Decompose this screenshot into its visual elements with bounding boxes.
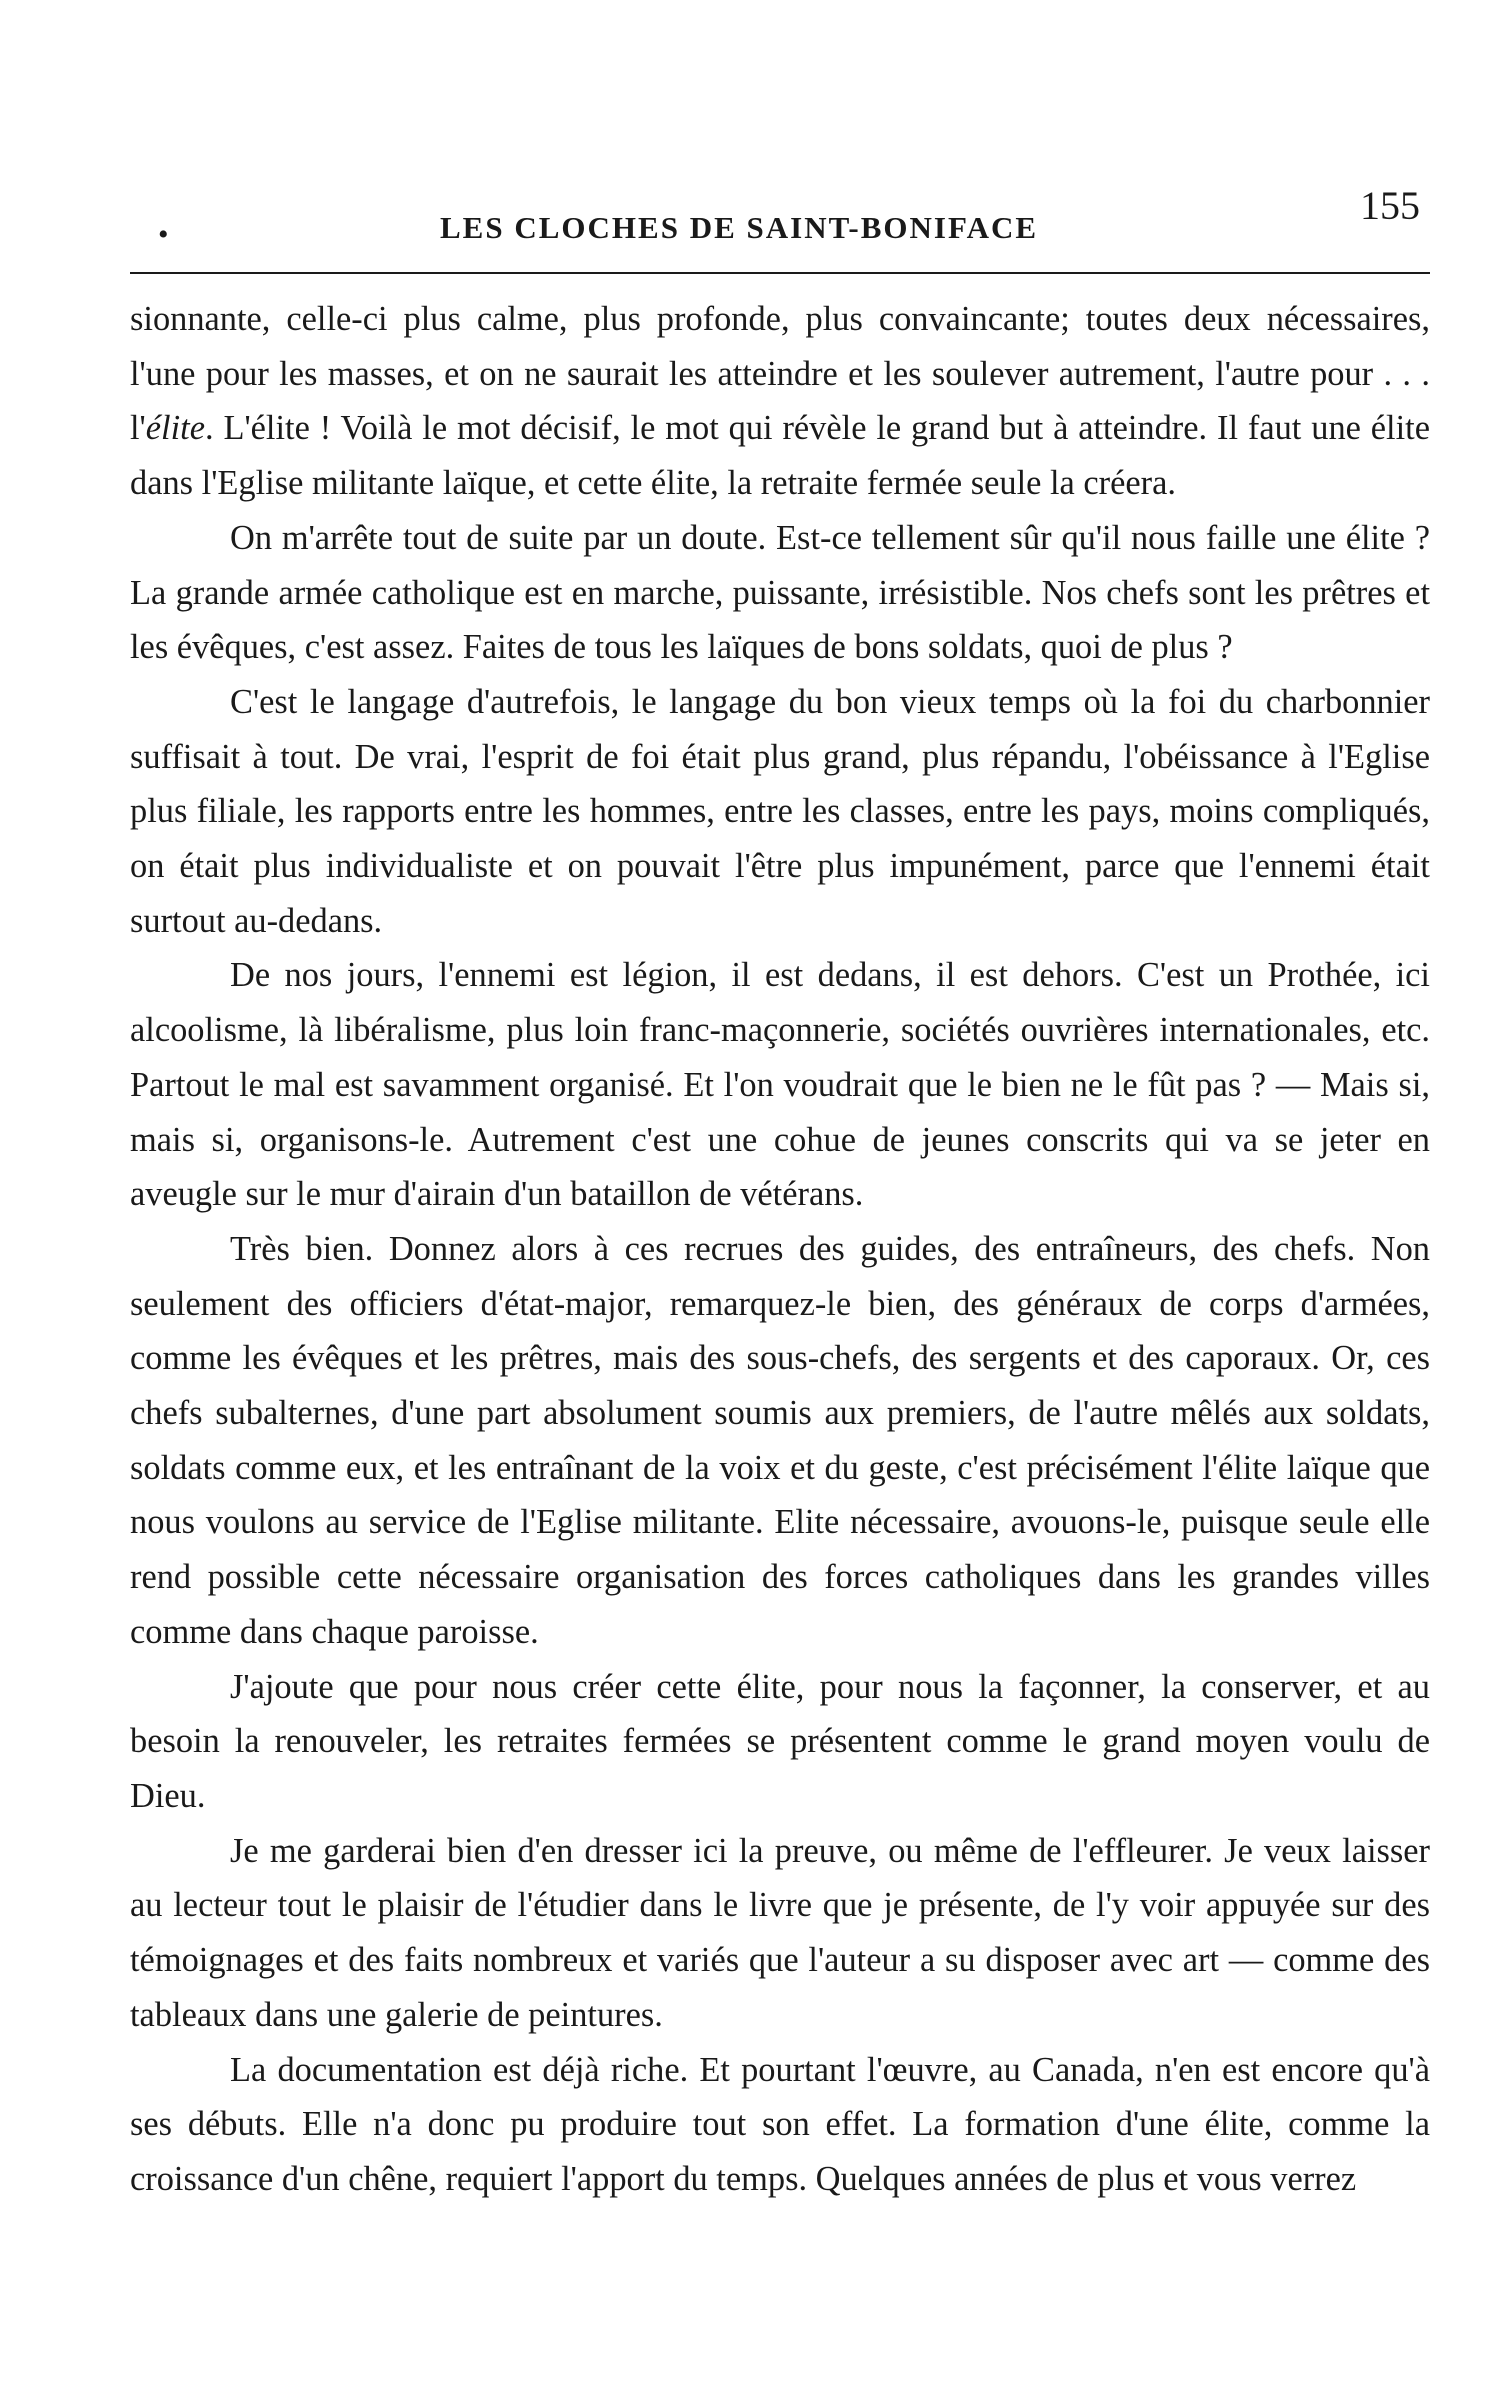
paragraph-8: La documentation est déjà riche. Et pourtant l'œuvre, au Canada, n'en est encore qu'à ses débuts. Elle n'a donc pu produire tout son effet. La formation d'une élite, comme la croissance d'un chêne, requiert l'apport du temps. Quelques années de plus et vous verrez <box>130 2050 1430 2198</box>
book-page <box>110 170 1450 2350</box>
paragraph-4: De nos jours, l'ennemi est légion, il est dedans, il est dehors. C'est un Prothée, ici alcoolisme, là libéralisme, plus loin franc-maçonnerie, sociétés ouvrières internationales, etc. Partout le mal est savamment organisé. Et l'on voudrait que le bien ne le fût pas ? — Mais si, mais si, organisons-le. Autrement c'est une cohue de jeunes conscrits qui va se jeter en aveugle sur le mur d'airain d'un bataillon de vétérans. <box>130 956 1430 1214</box>
paragraph-1-text-a: sionnante, celle-ci plus calme, plus profonde, plus convaincante; toutes deux nécessaires, l'une pour les masses, et on ne saurait les atteindre et les soulever autrement, l'autre pour . . . l' <box>130 300 1430 448</box>
running-title: LES CLOCHES DE SAINT-BONIFACE <box>440 210 1039 245</box>
paragraph-5: Très bien. Donnez alors à ces recrues des guides, des entraîneurs, des chefs. Non seulement des officiers d'état-major, remarquez-le bien, des généraux de corps d'armées, comme les évêques et les prêtres, mais des sous-chefs, des sergents et des caporaux. Or, ces chefs subalternes, d'une part absolument soumis aux premiers, de l'autre mêlés aux soldats, soldats comme eux, et les entraînant de la voix et du geste, c'est précisément l'élite laïque que nous voulons au service de l'Eglise militante. Elite nécessaire, avouons-le, puisque seule elle rend possible cette nécessaire organisation des forces catholiques dans les grandes villes comme dans chaque paroisse. <box>130 1229 1430 1651</box>
page-header <box>110 170 1450 270</box>
header-rule <box>130 272 1430 274</box>
paragraph-1-text-b: . L'élite ! Voilà le mot décisif, le mot qui révèle le grand but à atteindre. Il faut une élite dans l'Eglise militante laïque, et cette élite, la retraite fermée seule la créera. <box>130 409 1430 503</box>
header-bullet: • <box>158 218 169 251</box>
paragraph-7: Je me garderai bien d'en dresser ici la preuve, ou même de l'effleurer. Je veux laisser au lecteur tout le plaisir de l'étudier dans le livre que je présente, de l'y voir appuyée sur des témoignages et des faits nombreux et variés que l'auteur a su disposer avec art — comme des tableaux dans une galerie de peintures. <box>130 1831 1430 2034</box>
paragraph-2: On m'arrête tout de suite par un doute. Est-ce tellement sûr qu'il nous faille une élite ? La grande armée catholique est en marche, puissante, irrésistible. Nos chefs sont les prêtres et les évêques, c'est assez. Faites de tous les laïques de bons soldats, quoi de plus ? <box>130 518 1430 667</box>
page-number: 155 <box>1360 183 1420 228</box>
body-text <box>130 292 1430 2207</box>
paragraph-3: C'est le langage d'autrefois, le langage du bon vieux temps où la foi du charbonnier suffisait à tout. De vrai, l'esprit de foi était plus grand, plus répandu, l'obéissance à l'Eglise plus filiale, les rapports entre les hommes, entre les classes, entre les pays, moins compliqués, on était plus individualiste et on pouvait l'être plus impunément, parce que l'ennemi était surtout au-dedans. <box>130 682 1430 940</box>
paragraph-1 <box>130 292 1430 511</box>
paragraph-6: J'ajoute que pour nous créer cette élite, pour nous la façonner, la conserver, et au besoin la renouveler, les retraites fermées se présentent comme le grand moyen voulu de Dieu. <box>130 1667 1430 1815</box>
paragraph-1-italic: élite <box>145 409 205 448</box>
